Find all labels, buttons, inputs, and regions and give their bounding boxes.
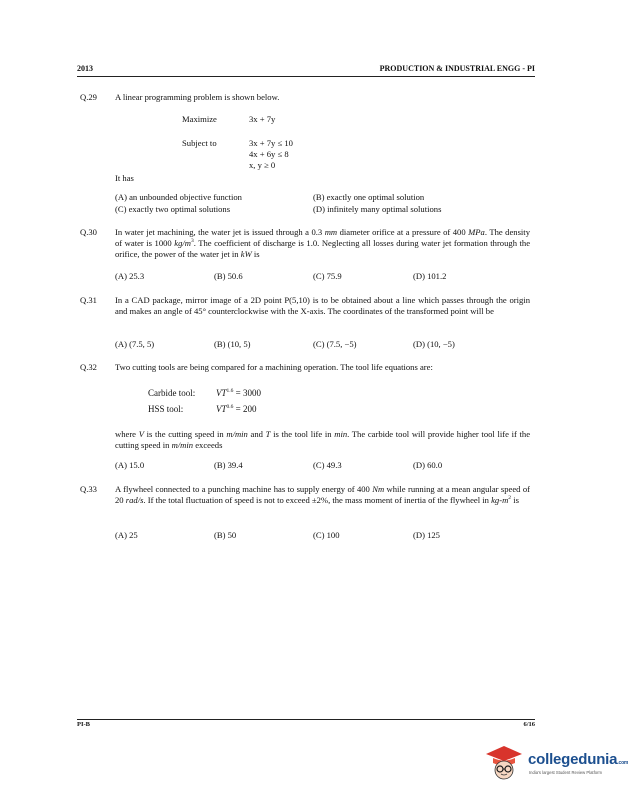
objective-function: 3x + 7y xyxy=(249,114,276,124)
it-has-text: It has xyxy=(115,173,134,183)
option-b: (B) 50 xyxy=(214,530,237,540)
hss-tool-label: HSS tool: xyxy=(148,404,184,414)
option-c: (C) exactly two optimal solutions xyxy=(115,204,231,214)
question-text: Two cutting tools are being compared for a machining operation. The tool life equations are: xyxy=(115,362,433,372)
question-text: A linear programming problem is shown below. xyxy=(115,92,280,102)
option-a: (A) 25.3 xyxy=(115,271,145,281)
option-b: (B) exactly one optimal solution xyxy=(313,192,425,202)
option-c: (C) 100 xyxy=(313,530,340,540)
option-d: (D) (10, −5) xyxy=(413,339,455,349)
option-b: (B) 50.6 xyxy=(214,271,243,281)
option-d: (D) infinitely many optimal solutions xyxy=(313,204,442,214)
maximize-label: Maximize xyxy=(182,114,217,124)
option-c: (C) 75.9 xyxy=(313,271,342,281)
logo-wordmark: collegedunia.com xyxy=(528,751,628,768)
graduate-mascot-icon xyxy=(482,743,526,783)
hss-tool-equation: $VT^{0.6} = 200$ xyxy=(216,404,257,414)
footer-rule xyxy=(77,719,535,720)
option-b: (B) (10, 5) xyxy=(214,339,251,349)
header-rule xyxy=(77,76,535,77)
option-a: (A) an unbounded objective function xyxy=(115,192,242,202)
question-number: Q.29 xyxy=(80,92,97,102)
option-b: (B) 39.4 xyxy=(214,460,243,470)
question-text: In a CAD package, mirror image of a 2D point P(5,10) is to be obtained about a line which passes through the origin and makes an angle of 45° counterclockwise with the X-axis. The coordinates of the transformed point will be xyxy=(115,295,530,316)
carbide-tool-label: Carbide tool: xyxy=(148,388,196,398)
option-d: (D) 60.0 xyxy=(413,460,443,470)
constraint: 4x + 6y ≤ 8 xyxy=(249,149,289,159)
option-a: (A) 15.0 xyxy=(115,460,145,470)
option-a: (A) 25 xyxy=(115,530,138,540)
option-d: (D) 101.2 xyxy=(413,271,447,281)
question-text: A flywheel connected to a punching machine has to supply energy of 400 Nm while running at a mean angular speed of 20 rad/s. If the total fluctuation of speed is not to exceed ±2%, the mass moment of inertia of the flywheel in $kg-m^2$ is xyxy=(115,484,530,505)
paper-code: PI-B xyxy=(77,721,90,728)
option-c: (C) (7.5, −5) xyxy=(313,339,357,349)
question-text: where V is the cutting speed in m/min and T is the tool life in min. The carbide tool will provide higher tool life if the cutting speed in m/min exceeds xyxy=(115,429,531,450)
question-number: Q.30 xyxy=(80,227,97,237)
paper-title: PRODUCTION & INDUSTRIAL ENGG - PI xyxy=(379,64,535,73)
option-a: (A) (7.5, 5) xyxy=(115,339,155,349)
exam-year: 2013 xyxy=(77,64,93,73)
subject-to-label: Subject to xyxy=(182,138,217,148)
page-number: 6/16 xyxy=(523,721,535,728)
option-c: (C) 49.3 xyxy=(313,460,342,470)
question-text: In water jet machining, the water jet is issued through a 0.3 mm diameter orifice at a pressure of 400 MPa. The density of water is 1000 $kg/m^3$. The coefficient of discharge is 1.0. Neglecting all losses during water jet formation through the orifice, the power of the water jet in kW is xyxy=(115,227,531,259)
page-header xyxy=(77,64,535,76)
logo-tagline: India's largest Student Review Platform xyxy=(529,770,602,775)
constraint: x, y ≥ 0 xyxy=(249,160,276,170)
option-d: (D) 125 xyxy=(413,530,440,540)
question-number: Q.32 xyxy=(80,362,97,372)
carbide-tool-equation: $VT^{1.6} = 3000$ xyxy=(216,388,261,398)
question-number: Q.33 xyxy=(80,484,97,494)
constraint: 3x + 7y ≤ 10 xyxy=(249,138,293,148)
question-number: Q.31 xyxy=(80,295,97,305)
